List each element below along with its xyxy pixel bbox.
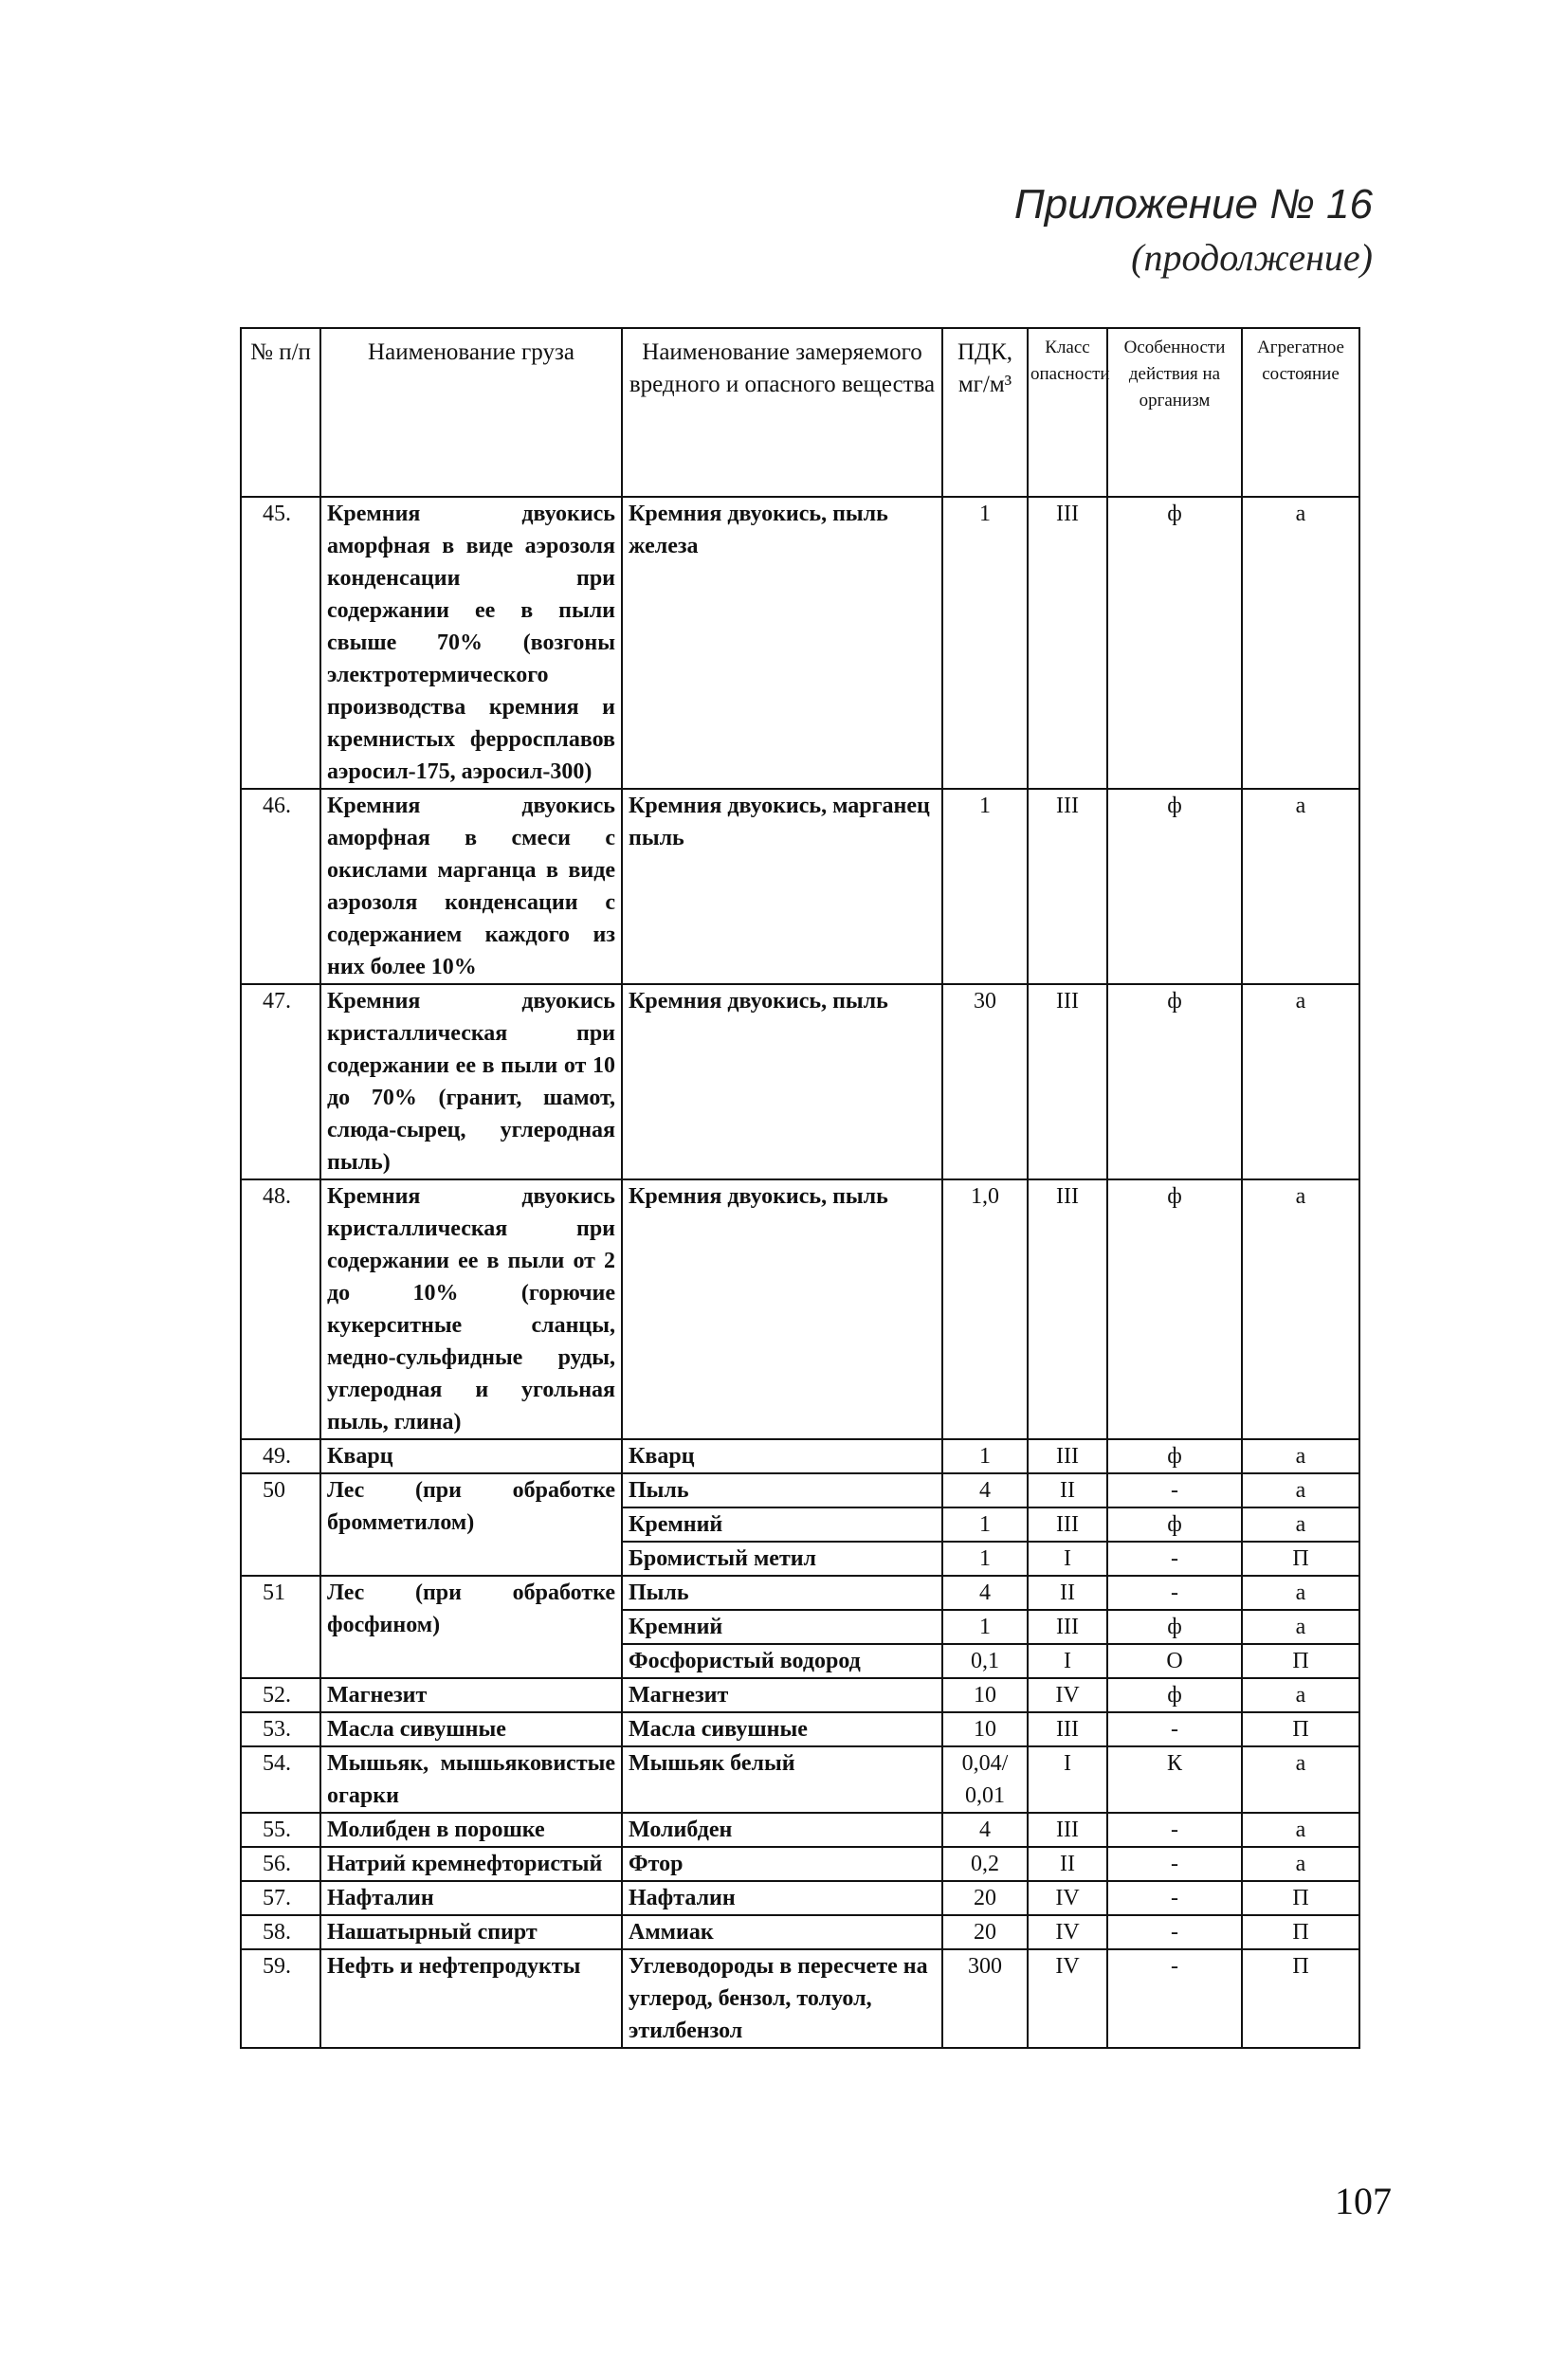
cargo-name: Кремния двуокись кристаллическая при содержании ее в пыли от 10 до 70% (гранит, шамот, слюда-сырец, углеродная пыль) <box>320 984 622 1179</box>
cargo-name: Масла сивушные <box>320 1712 622 1746</box>
substance-name: Аммиак <box>622 1915 942 1949</box>
table-row <box>241 1712 1359 1746</box>
table-row <box>241 1881 1359 1915</box>
row-number: 59. <box>241 1949 320 2048</box>
substance-name: Кремния двуокись, марганец пыль <box>622 789 942 984</box>
hazard-class: I <box>1028 1746 1107 1813</box>
pdk-value: 1 <box>942 789 1028 984</box>
aggregate-state: а <box>1242 1746 1359 1813</box>
cargo-name: Кремния двуокись аморфная в смеси с окислами марганца в виде аэрозоля конденсации с содержанием каждого из них более 10% <box>320 789 622 984</box>
aggregate-state: а <box>1242 1179 1359 1439</box>
appendix-subtitle: (продолжение) <box>1131 236 1373 279</box>
body-effect: - <box>1107 1712 1242 1746</box>
body-effect: ф <box>1107 497 1242 789</box>
body-effect: О <box>1107 1644 1242 1678</box>
hazard-class: II <box>1028 1576 1107 1610</box>
substance-name: Кремния двуокись, пыль <box>622 1179 942 1439</box>
aggregate-state: П <box>1242 1881 1359 1915</box>
hazard-class: IV <box>1028 1678 1107 1712</box>
substance-name: Кремния двуокись, пыль <box>622 984 942 1179</box>
cargo-name: Кварц <box>320 1439 622 1473</box>
body-effect: - <box>1107 1881 1242 1915</box>
substance-name: Молибден <box>622 1813 942 1847</box>
aggregate-state: П <box>1242 1915 1359 1949</box>
cargo-name: Кремния двуокись аморфная в виде аэрозоля конденсации при содержании ее в пыли свыше 70% (возгоны электротермического производства кремния и кремнистых ферросплавов аэросил-175, аэросил-300) <box>320 497 622 789</box>
substance-name: Нафталин <box>622 1881 942 1915</box>
substance-name: Пыль <box>622 1576 942 1610</box>
hazard-class: III <box>1028 984 1107 1179</box>
aggregate-state: а <box>1242 1576 1359 1610</box>
body-effect: ф <box>1107 1678 1242 1712</box>
substance-name: Углеводороды в пересчете на углерод, бензол, толуол, этилбензол <box>622 1949 942 2048</box>
cargo-name: Молибден в порошке <box>320 1813 622 1847</box>
table-header-row <box>241 328 1359 497</box>
aggregate-state: а <box>1242 984 1359 1179</box>
pdk-value: 1,0 <box>942 1179 1028 1439</box>
column-header-hazard-class: Класс опасности <box>1028 328 1107 497</box>
substance-name: Бромистый метил <box>622 1542 942 1576</box>
cargo-name: Лес (при обработке бромметилом) <box>320 1473 622 1576</box>
column-header-num: № п/п <box>241 328 320 497</box>
body-effect: - <box>1107 1473 1242 1507</box>
table-row <box>241 1179 1359 1439</box>
pdk-value: 20 <box>942 1881 1028 1915</box>
pdk-value: 10 <box>942 1712 1028 1746</box>
row-number: 47. <box>241 984 320 1179</box>
body-effect: - <box>1107 1813 1242 1847</box>
table-row <box>241 1949 1359 2048</box>
substance-name: Мышьяк белый <box>622 1746 942 1813</box>
hazard-class: III <box>1028 1610 1107 1644</box>
aggregate-state: а <box>1242 497 1359 789</box>
cargo-name: Нафталин <box>320 1881 622 1915</box>
cargo-name: Нашатырный спирт <box>320 1915 622 1949</box>
aggregate-state: а <box>1242 1813 1359 1847</box>
pdk-value: 0,2 <box>942 1847 1028 1881</box>
aggregate-state: а <box>1242 1847 1359 1881</box>
hazard-class: II <box>1028 1847 1107 1881</box>
column-header-pdk: ПДК, мг/м³ <box>942 328 1028 497</box>
cargo-name: Нефть и нефтепродукты <box>320 1949 622 2048</box>
aggregate-state: а <box>1242 1507 1359 1542</box>
hazard-class: II <box>1028 1473 1107 1507</box>
pdk-value: 1 <box>942 1542 1028 1576</box>
substance-name: Фосфористый водород <box>622 1644 942 1678</box>
pdk-value: 1 <box>942 1439 1028 1473</box>
pdk-value: 4 <box>942 1473 1028 1507</box>
table-row <box>241 984 1359 1179</box>
substance-name: Кремния двуокись, пыль железа <box>622 497 942 789</box>
row-number: 58. <box>241 1915 320 1949</box>
hazard-class: III <box>1028 1813 1107 1847</box>
hazard-class: I <box>1028 1644 1107 1678</box>
hazard-class: III <box>1028 1439 1107 1473</box>
table-row <box>241 1473 1359 1507</box>
body-effect: ф <box>1107 1610 1242 1644</box>
pdk-value: 1 <box>942 1507 1028 1542</box>
body-effect: - <box>1107 1847 1242 1881</box>
table-row <box>241 1678 1359 1712</box>
hazard-class: III <box>1028 497 1107 789</box>
body-effect: ф <box>1107 1179 1242 1439</box>
appendix-title: Приложение № 16 <box>1013 181 1373 228</box>
cargo-name: Натрий кремнефтористый <box>320 1847 622 1881</box>
aggregate-state: а <box>1242 1610 1359 1644</box>
table-row <box>241 1439 1359 1473</box>
body-effect: - <box>1107 1542 1242 1576</box>
hazard-class: III <box>1028 1507 1107 1542</box>
pdk-value: 4 <box>942 1813 1028 1847</box>
row-number: 50 <box>241 1473 320 1576</box>
hazard-class: III <box>1028 1712 1107 1746</box>
body-effect: ф <box>1107 789 1242 984</box>
aggregate-state: а <box>1242 1678 1359 1712</box>
body-effect: ф <box>1107 1439 1242 1473</box>
pdk-value: 1 <box>942 1610 1028 1644</box>
aggregate-state: П <box>1242 1542 1359 1576</box>
row-number: 49. <box>241 1439 320 1473</box>
pdk-value: 10 <box>942 1678 1028 1712</box>
row-number: 54. <box>241 1746 320 1813</box>
pdk-value: 0,1 <box>942 1644 1028 1678</box>
table-row <box>241 1915 1359 1949</box>
body-effect: - <box>1107 1915 1242 1949</box>
cargo-name: Мышьяк, мышьяковистые огарки <box>320 1746 622 1813</box>
table-row <box>241 1576 1359 1610</box>
table-row <box>241 497 1359 789</box>
row-number: 52. <box>241 1678 320 1712</box>
page-number: 107 <box>1335 2180 1392 2222</box>
substance-name: Кремний <box>622 1610 942 1644</box>
substance-name: Пыль <box>622 1473 942 1507</box>
body-effect: ф <box>1107 984 1242 1179</box>
row-number: 45. <box>241 497 320 789</box>
pdk-value: 4 <box>942 1576 1028 1610</box>
pdk-value: 20 <box>942 1915 1028 1949</box>
substance-name: Магнезит <box>622 1678 942 1712</box>
body-effect: ф <box>1107 1507 1242 1542</box>
table-body <box>241 497 1359 2048</box>
pdk-value: 300 <box>942 1949 1028 2048</box>
body-effect: К <box>1107 1746 1242 1813</box>
pdk-value: 0,04/ 0,01 <box>942 1746 1028 1813</box>
column-header-state: Агрегатное состояние <box>1242 328 1359 497</box>
substance-name: Фтор <box>622 1847 942 1881</box>
cargo-name: Кремния двуокись кристаллическая при содержании ее в пыли от 2 до 10% (горючие кукерситные сланцы, медно-сульфидные руды, углеродная и угольная пыль, глина) <box>320 1179 622 1439</box>
pdk-value: 30 <box>942 984 1028 1179</box>
table-row <box>241 1847 1359 1881</box>
aggregate-state: а <box>1242 789 1359 984</box>
hazard-class: I <box>1028 1542 1107 1576</box>
hazard-class: IV <box>1028 1881 1107 1915</box>
table-row <box>241 1746 1359 1813</box>
page-header <box>1014 178 1373 284</box>
table-row <box>241 789 1359 984</box>
pdk-value: 1 <box>942 497 1028 789</box>
body-effect: - <box>1107 1949 1242 2048</box>
column-header-features: Особенности действия на организм <box>1107 328 1242 497</box>
substance-name: Масла сивушные <box>622 1712 942 1746</box>
row-number: 46. <box>241 789 320 984</box>
table-row <box>241 1813 1359 1847</box>
row-number: 56. <box>241 1847 320 1881</box>
row-number: 57. <box>241 1881 320 1915</box>
aggregate-state: а <box>1242 1439 1359 1473</box>
cargo-name: Магнезит <box>320 1678 622 1712</box>
hazard-class: III <box>1028 1179 1107 1439</box>
row-number: 53. <box>241 1712 320 1746</box>
column-header-substance: Наименование замеряемого вредного и опасного вещества <box>622 328 942 497</box>
row-number: 48. <box>241 1179 320 1439</box>
hazard-class: IV <box>1028 1949 1107 2048</box>
column-header-cargo: Наименование груза <box>320 328 622 497</box>
body-effect: - <box>1107 1576 1242 1610</box>
aggregate-state: П <box>1242 1712 1359 1746</box>
hazard-class: III <box>1028 789 1107 984</box>
aggregate-state: П <box>1242 1949 1359 2048</box>
row-number: 51 <box>241 1576 320 1678</box>
row-number: 55. <box>241 1813 320 1847</box>
aggregate-state: П <box>1242 1644 1359 1678</box>
hazard-class: IV <box>1028 1915 1107 1949</box>
substance-name: Кремний <box>622 1507 942 1542</box>
cargo-table <box>240 327 1360 2049</box>
substance-name: Кварц <box>622 1439 942 1473</box>
cargo-name: Лес (при обработке фосфином) <box>320 1576 622 1678</box>
aggregate-state: а <box>1242 1473 1359 1507</box>
